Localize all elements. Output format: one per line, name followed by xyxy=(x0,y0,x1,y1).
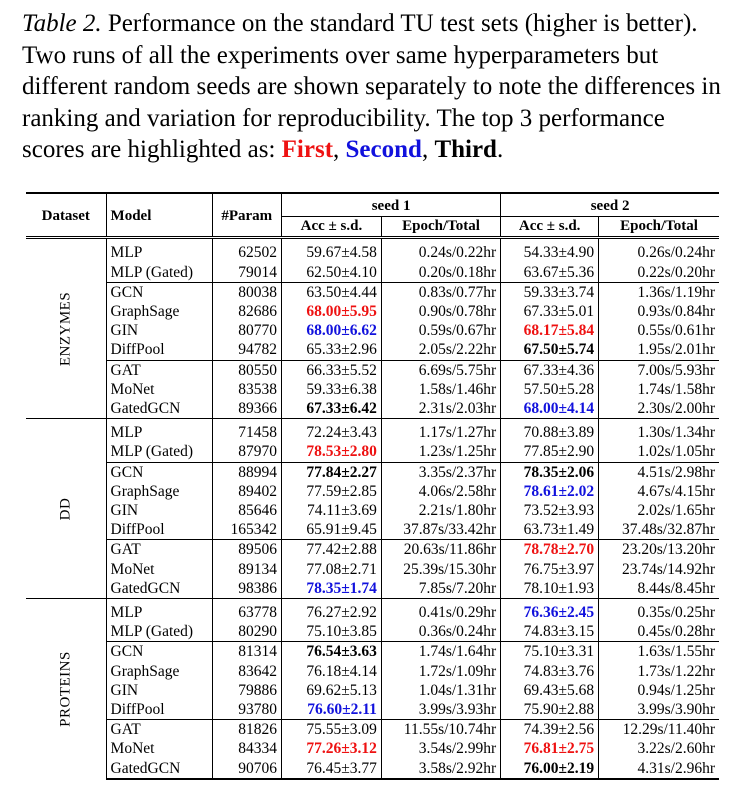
dataset-cell xyxy=(26,599,106,779)
acc-seed-1-cell: 65.33±2.96 xyxy=(281,340,381,360)
acc-seed-2-cell: 67.50±5.74 xyxy=(501,340,599,360)
param-cell: 98386 xyxy=(238,579,277,597)
dataset-label: ENZYMES xyxy=(57,291,74,366)
param-cell: 80550 xyxy=(212,360,281,380)
epoch-seed-1-cell: 0.36s/0.24hr xyxy=(381,622,500,642)
model-cell: GatedGCN xyxy=(106,759,212,779)
acc-seed-1-cell: 67.33±6.42 xyxy=(281,399,381,419)
param-cell: 165342 xyxy=(230,521,277,539)
table-row xyxy=(26,579,719,599)
table-row xyxy=(26,501,719,520)
model-cell: MLP (Gated) xyxy=(106,442,212,462)
param-cell: 80038 xyxy=(212,282,281,302)
model-cell: GraphSage xyxy=(106,662,212,681)
model-cell: DiffPool xyxy=(106,520,212,540)
header-seed-2: seed 2 xyxy=(501,193,719,217)
model-cell: GCN xyxy=(106,462,212,482)
epoch-seed-2-cell: 3.22s/2.60hr xyxy=(599,739,719,758)
acc-seed-1-cell: 74.11±3.69 xyxy=(281,501,381,520)
epoch-seed-2-cell: 1.63s/1.55hr xyxy=(599,642,719,662)
table-row xyxy=(26,419,719,443)
epoch-seed-1-cell: 11.55s/10.74hr xyxy=(381,720,500,740)
table-row xyxy=(26,599,719,623)
acc-seed-2-cell: 59.33±3.74 xyxy=(501,282,599,302)
param-cell: 89506 xyxy=(212,540,281,560)
legend-first: First xyxy=(281,136,334,163)
epoch-seed-1-cell: 1.58s/1.46hr xyxy=(381,380,500,399)
epoch-seed-1-cell: 3.35s/2.37hr xyxy=(381,462,500,482)
epoch-seed-2-cell: 0.45s/0.28hr xyxy=(599,622,719,642)
acc-seed-1-cell: 78.53±2.80 xyxy=(281,442,381,462)
param-cell: 90706 xyxy=(212,759,281,779)
header-seed-1: seed 1 xyxy=(281,193,500,217)
param-cell: 82686 xyxy=(238,303,277,321)
acc-seed-1-cell: 77.42±2.88 xyxy=(281,540,381,560)
epoch-seed-2-cell: 4.51s/2.98hr xyxy=(599,462,719,482)
model-cell: GAT xyxy=(106,720,212,740)
acc-seed-2-cell: 74.39±2.56 xyxy=(501,720,599,740)
caption-sep-1: , xyxy=(333,136,346,163)
acc-seed-2-cell: 78.61±2.02 xyxy=(501,482,599,501)
header-epoch-seed-1: Epoch/Total xyxy=(381,217,500,238)
acc-seed-2-cell: 73.52±3.93 xyxy=(501,501,599,520)
acc-seed-2-cell: 78.78±2.70 xyxy=(501,540,599,560)
table-row xyxy=(26,302,719,321)
epoch-seed-2-cell: 37.48s/32.87hr xyxy=(599,520,719,540)
epoch-seed-1-cell: 25.39s/15.30hr xyxy=(381,560,500,579)
acc-seed-1-cell: 76.54±3.63 xyxy=(281,642,381,662)
param-cell: 79886 xyxy=(238,681,277,699)
epoch-seed-2-cell: 4.67s/4.15hr xyxy=(599,482,719,501)
table-row xyxy=(26,442,719,462)
caption-text: Performance on the standard TU test sets (higher is better). Two runs of all the experiments over same hyperparameters but different random seeds are shown separately to note the differences in ranking and variation for reproducibility. The top 3 performance scores are highlighted as: xyxy=(22,10,721,163)
epoch-seed-1-cell: 37.87s/33.42hr xyxy=(381,520,500,540)
acc-seed-2-cell: 75.10±3.31 xyxy=(501,642,599,662)
table-row xyxy=(26,622,719,642)
epoch-seed-1-cell: 0.24s/0.22hr xyxy=(381,238,500,263)
param-cell: 80770 xyxy=(238,322,277,340)
model-cell: MoNet xyxy=(106,380,212,399)
dataset-cell xyxy=(26,419,106,599)
dataset-label: PROTEINS xyxy=(57,651,74,727)
acc-seed-2-cell: 70.88±3.89 xyxy=(501,419,599,443)
param-cell: 85646 xyxy=(238,502,277,520)
epoch-seed-2-cell: 1.36s/1.19hr xyxy=(599,282,719,302)
epoch-seed-2-cell: 1.02s/1.05hr xyxy=(599,442,719,462)
header-model: Model xyxy=(106,193,212,238)
param-cell: 63778 xyxy=(212,599,281,623)
table-row xyxy=(26,720,719,740)
epoch-seed-1-cell: 0.90s/0.78hr xyxy=(381,302,500,321)
model-cell: MoNet xyxy=(106,560,212,579)
table-body xyxy=(26,238,719,779)
epoch-seed-1-cell: 0.20s/0.18hr xyxy=(381,263,500,283)
acc-seed-2-cell: 54.33±4.90 xyxy=(501,238,599,263)
table-row xyxy=(26,739,719,758)
table-row xyxy=(26,520,719,540)
header-dataset: Dataset xyxy=(26,193,106,238)
model-cell: DiffPool xyxy=(106,700,212,720)
epoch-seed-1-cell: 1.04s/1.31hr xyxy=(381,681,500,700)
table-row xyxy=(26,238,719,263)
acc-seed-1-cell: 68.00±5.95 xyxy=(281,302,381,321)
header-param: #Param xyxy=(212,193,281,238)
epoch-seed-2-cell: 0.55s/0.61hr xyxy=(599,321,719,340)
table-row xyxy=(26,700,719,720)
acc-seed-1-cell: 76.18±4.14 xyxy=(281,662,381,681)
param-cell: 71458 xyxy=(212,419,281,443)
table-row xyxy=(26,399,719,419)
acc-seed-2-cell: 74.83±3.15 xyxy=(501,622,599,642)
table-caption xyxy=(22,8,727,166)
acc-seed-2-cell: 78.10±1.93 xyxy=(501,579,599,599)
acc-seed-1-cell: 59.67±4.58 xyxy=(281,238,381,263)
epoch-seed-2-cell: 0.94s/1.25hr xyxy=(599,681,719,700)
acc-seed-2-cell: 57.50±5.28 xyxy=(501,380,599,399)
caption-label: Table 2. xyxy=(22,10,102,37)
epoch-seed-2-cell: 7.00s/5.93hr xyxy=(599,360,719,380)
epoch-seed-1-cell: 3.54s/2.99hr xyxy=(381,739,500,758)
epoch-seed-2-cell: 2.02s/1.65hr xyxy=(599,501,719,520)
epoch-seed-1-cell: 1.23s/1.25hr xyxy=(381,442,500,462)
table-row xyxy=(26,282,719,302)
acc-seed-1-cell: 77.08±2.71 xyxy=(281,560,381,579)
acc-seed-2-cell: 67.33±4.36 xyxy=(501,360,599,380)
table-row xyxy=(26,360,719,380)
acc-seed-1-cell: 77.59±2.85 xyxy=(281,482,381,501)
epoch-seed-2-cell: 0.93s/0.84hr xyxy=(599,302,719,321)
table-row xyxy=(26,642,719,662)
model-cell: MoNet xyxy=(106,739,212,758)
dataset-cell xyxy=(26,238,106,419)
model-cell: MLP (Gated) xyxy=(106,263,212,283)
dataset-label: DD xyxy=(57,497,74,520)
table-row xyxy=(26,662,719,681)
acc-seed-1-cell: 78.35±1.74 xyxy=(281,579,381,599)
table-row xyxy=(26,321,719,340)
model-cell: DiffPool xyxy=(106,340,212,360)
table-row xyxy=(26,681,719,700)
acc-seed-2-cell: 76.00±2.19 xyxy=(501,759,599,779)
epoch-seed-2-cell: 4.31s/2.96hr xyxy=(599,759,719,779)
epoch-seed-1-cell: 7.85s/7.20hr xyxy=(381,579,500,599)
model-cell: MLP xyxy=(106,419,212,443)
acc-seed-2-cell: 67.33±5.01 xyxy=(501,302,599,321)
acc-seed-2-cell: 74.83±3.76 xyxy=(501,662,599,681)
param-cell: 87970 xyxy=(238,443,277,461)
model-cell: GraphSage xyxy=(106,302,212,321)
epoch-seed-1-cell: 2.05s/2.22hr xyxy=(381,340,500,360)
epoch-seed-2-cell: 0.35s/0.25hr xyxy=(599,599,719,623)
param-cell: 83538 xyxy=(238,380,277,398)
legend-third: Third xyxy=(434,136,497,163)
acc-seed-1-cell: 66.33±5.52 xyxy=(281,360,381,380)
param-cell: 84334 xyxy=(238,740,277,758)
epoch-seed-2-cell: 1.30s/1.34hr xyxy=(599,419,719,443)
param-cell: 89134 xyxy=(238,560,277,578)
acc-seed-2-cell: 76.81±2.75 xyxy=(501,739,599,758)
epoch-seed-2-cell: 3.99s/3.90hr xyxy=(599,700,719,720)
acc-seed-2-cell: 68.17±5.84 xyxy=(501,321,599,340)
table-row xyxy=(26,759,719,779)
epoch-seed-1-cell: 2.21s/1.80hr xyxy=(381,501,500,520)
epoch-seed-1-cell: 20.63s/11.86hr xyxy=(381,540,500,560)
acc-seed-1-cell: 72.24±3.43 xyxy=(281,419,381,443)
epoch-seed-2-cell: 8.44s/8.45hr xyxy=(599,579,719,599)
epoch-seed-1-cell: 4.06s/2.58hr xyxy=(381,482,500,501)
epoch-seed-2-cell: 1.74s/1.58hr xyxy=(599,380,719,399)
acc-seed-2-cell: 68.00±4.14 xyxy=(501,399,599,419)
epoch-seed-2-cell: 0.22s/0.20hr xyxy=(599,263,719,283)
acc-seed-1-cell: 77.26±3.12 xyxy=(281,739,381,758)
model-cell: GCN xyxy=(106,282,212,302)
epoch-seed-1-cell: 0.83s/0.77hr xyxy=(381,282,500,302)
table-row xyxy=(26,340,719,360)
model-cell: GIN xyxy=(106,321,212,340)
epoch-seed-1-cell: 1.17s/1.27hr xyxy=(381,419,500,443)
caption-end: . xyxy=(496,136,504,163)
param-cell: 80290 xyxy=(238,623,277,641)
legend-second: Second xyxy=(345,136,422,163)
param-cell: 89402 xyxy=(238,482,277,500)
model-cell: GatedGCN xyxy=(106,399,212,419)
acc-seed-1-cell: 62.50±4.10 xyxy=(281,263,381,283)
model-cell: MLP (Gated) xyxy=(106,622,212,642)
acc-seed-2-cell: 63.73±1.49 xyxy=(501,520,599,540)
param-cell: 79014 xyxy=(238,263,277,281)
model-cell: GraphSage xyxy=(106,482,212,501)
acc-seed-2-cell: 76.36±2.45 xyxy=(501,599,599,623)
epoch-seed-2-cell: 2.30s/2.00hr xyxy=(599,399,719,419)
caption-sep-2: , xyxy=(421,136,435,163)
param-cell: 62502 xyxy=(212,238,281,263)
acc-seed-1-cell: 76.60±2.11 xyxy=(281,700,381,720)
acc-seed-1-cell: 69.62±5.13 xyxy=(281,681,381,700)
acc-seed-1-cell: 76.27±2.92 xyxy=(281,599,381,623)
param-cell: 94782 xyxy=(238,341,277,359)
epoch-seed-2-cell: 23.20s/13.20hr xyxy=(599,540,719,560)
acc-seed-2-cell: 77.85±2.90 xyxy=(501,442,599,462)
epoch-seed-1-cell: 1.74s/1.64hr xyxy=(381,642,500,662)
model-cell: GAT xyxy=(106,360,212,380)
epoch-seed-2-cell: 23.74s/14.92hr xyxy=(599,560,719,579)
param-cell: 83642 xyxy=(238,662,277,680)
epoch-seed-1-cell: 1.72s/1.09hr xyxy=(381,662,500,681)
model-cell: MLP xyxy=(106,599,212,623)
model-cell: GAT xyxy=(106,540,212,560)
model-cell: GatedGCN xyxy=(106,579,212,599)
epoch-seed-2-cell: 0.26s/0.24hr xyxy=(599,238,719,263)
acc-seed-1-cell: 68.00±6.62 xyxy=(281,321,381,340)
table-row xyxy=(26,462,719,482)
epoch-seed-1-cell: 6.69s/5.75hr xyxy=(381,360,500,380)
results-table xyxy=(26,192,719,780)
table-header xyxy=(26,193,719,238)
acc-seed-1-cell: 65.91±9.45 xyxy=(281,520,381,540)
model-cell: GIN xyxy=(106,501,212,520)
table-row xyxy=(26,560,719,579)
model-cell: MLP xyxy=(106,238,212,263)
acc-seed-1-cell: 75.10±3.85 xyxy=(281,622,381,642)
acc-seed-1-cell: 77.84±2.27 xyxy=(281,462,381,482)
model-cell: GCN xyxy=(106,642,212,662)
epoch-seed-2-cell: 12.29s/11.40hr xyxy=(599,720,719,740)
epoch-seed-1-cell: 3.58s/2.92hr xyxy=(381,759,500,779)
param-cell: 88994 xyxy=(212,462,281,482)
acc-seed-2-cell: 63.67±5.36 xyxy=(501,263,599,283)
acc-seed-1-cell: 59.33±6.38 xyxy=(281,380,381,399)
acc-seed-1-cell: 75.55±3.09 xyxy=(281,720,381,740)
table-row xyxy=(26,263,719,283)
param-cell: 81826 xyxy=(212,720,281,740)
acc-seed-2-cell: 75.90±2.88 xyxy=(501,700,599,720)
acc-seed-1-cell: 76.45±3.77 xyxy=(281,759,381,779)
acc-seed-2-cell: 69.43±5.68 xyxy=(501,681,599,700)
header-acc-seed-1: Acc ± s.d. xyxy=(281,217,381,238)
table-row xyxy=(26,540,719,560)
acc-seed-1-cell: 63.50±4.44 xyxy=(281,282,381,302)
param-cell: 93780 xyxy=(238,701,277,719)
epoch-seed-2-cell: 1.73s/1.22hr xyxy=(599,662,719,681)
acc-seed-2-cell: 78.35±2.06 xyxy=(501,462,599,482)
epoch-seed-1-cell: 3.99s/3.93hr xyxy=(381,700,500,720)
table-row xyxy=(26,482,719,501)
header-epoch-seed-2: Epoch/Total xyxy=(599,217,719,238)
epoch-seed-1-cell: 0.59s/0.67hr xyxy=(381,321,500,340)
table-row xyxy=(26,380,719,399)
header-acc-seed-2: Acc ± s.d. xyxy=(501,217,599,238)
param-cell: 81314 xyxy=(212,642,281,662)
epoch-seed-1-cell: 2.31s/2.03hr xyxy=(381,399,500,419)
epoch-seed-1-cell: 0.41s/0.29hr xyxy=(381,599,500,623)
param-cell: 89366 xyxy=(238,400,277,418)
model-cell: GIN xyxy=(106,681,212,700)
acc-seed-2-cell: 76.75±3.97 xyxy=(501,560,599,579)
epoch-seed-2-cell: 1.95s/2.01hr xyxy=(599,340,719,360)
